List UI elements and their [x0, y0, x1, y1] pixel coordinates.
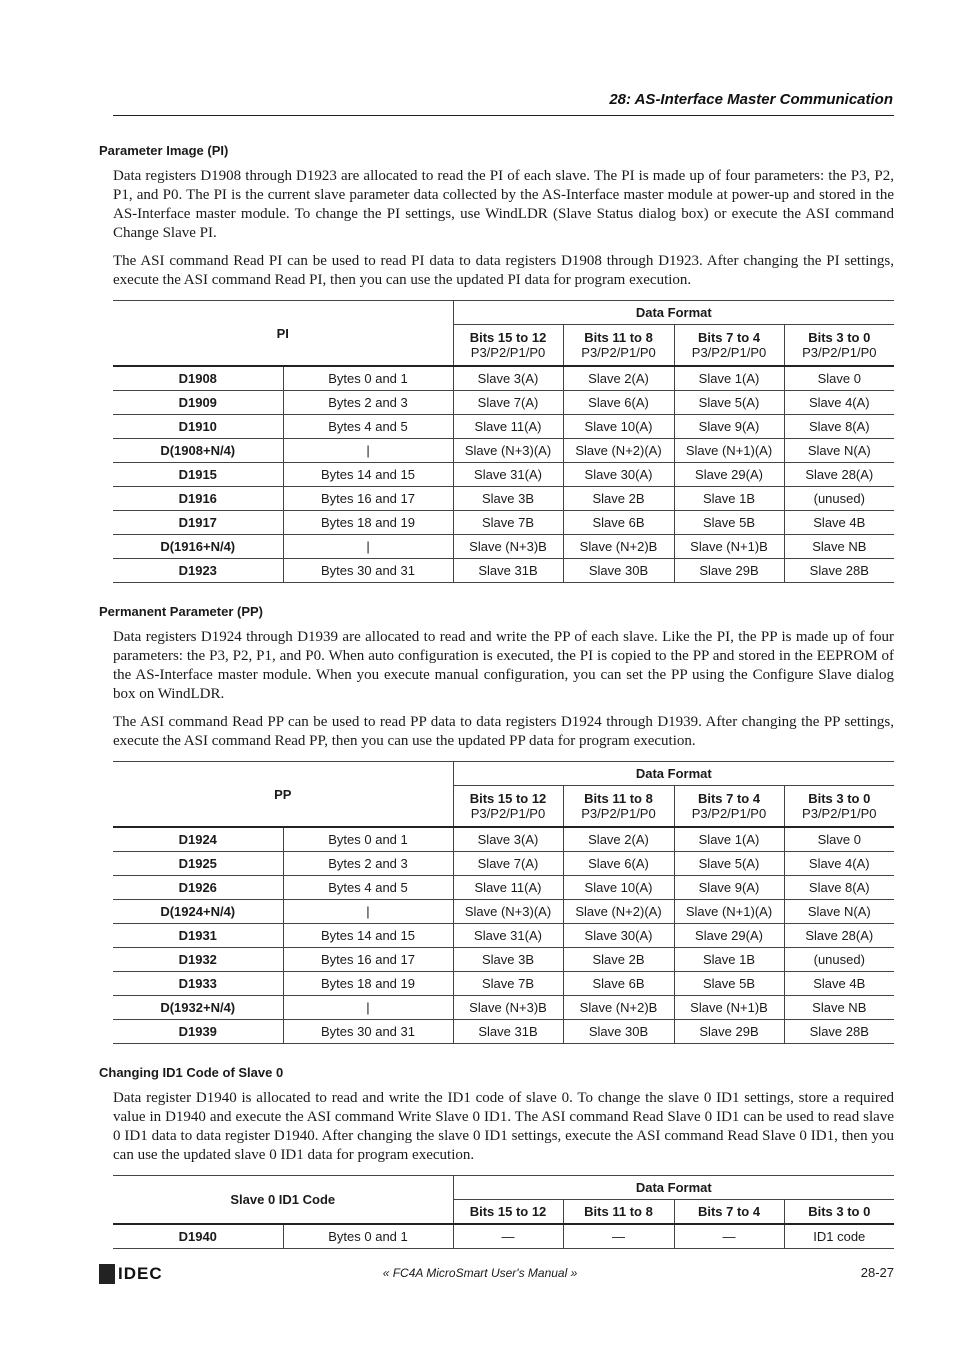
- bytes-cell: Bytes 0 and 1: [283, 366, 453, 391]
- section-heading-pp: Permanent Parameter (PP): [99, 604, 264, 619]
- table-row: [113, 827, 894, 852]
- value-cell: Slave 6B: [563, 972, 674, 996]
- value-cell: Slave 31B: [453, 559, 563, 583]
- value-cell: Slave 28B: [784, 559, 894, 583]
- value-cell: Slave 5(A): [674, 852, 784, 876]
- value-cell: Slave 10(A): [563, 415, 674, 439]
- register-cell: D1940: [113, 1224, 283, 1249]
- paragraph-pi-2: The ASI command Read PI can be used to read PI data to data registers D1908 through D1923. After changing the PI settings, execute the ASI command Read PI, then you can use the updated PI data for program execution.: [113, 253, 894, 288]
- value-cell: Slave 31B: [453, 1020, 563, 1044]
- pi-col-header: Bits 15 to 12 P3/P2/P1/P0: [453, 325, 563, 367]
- value-cell: Slave 29(A): [674, 463, 784, 487]
- value-cell: Slave 6(A): [563, 391, 674, 415]
- running-header: 28: AS-Interface Master Communication: [609, 91, 893, 108]
- value-cell: Slave (N+2)(A): [563, 900, 674, 924]
- table-row: [113, 511, 894, 535]
- value-cell: Slave (N+3)(A): [453, 900, 563, 924]
- register-cell: D(1932+N/4): [113, 996, 283, 1020]
- table-row: [113, 487, 894, 511]
- value-cell: Slave (N+2)(A): [563, 439, 674, 463]
- bytes-cell: |: [283, 900, 453, 924]
- register-cell: D1915: [113, 463, 283, 487]
- register-cell: D1909: [113, 391, 283, 415]
- value-cell: Slave 3(A): [453, 366, 563, 391]
- pp-col-header: Bits 7 to 4 P3/P2/P1/P0: [674, 786, 784, 828]
- value-cell: Slave 2(A): [563, 827, 674, 852]
- bytes-cell: Bytes 2 and 3: [283, 852, 453, 876]
- value-cell: —: [674, 1224, 784, 1249]
- bytes-cell: Bytes 14 and 15: [283, 463, 453, 487]
- bytes-cell: Bytes 14 and 15: [283, 924, 453, 948]
- bytes-cell: Bytes 30 and 31: [283, 559, 453, 583]
- value-cell: Slave 1B: [674, 487, 784, 511]
- value-cell: Slave (N+1)B: [674, 535, 784, 559]
- bytes-cell: Bytes 16 and 17: [283, 948, 453, 972]
- value-cell: Slave 11(A): [453, 876, 563, 900]
- value-cell: —: [563, 1224, 674, 1249]
- section-heading-pi: Parameter Image (PI): [99, 143, 229, 158]
- value-cell: Slave 7(A): [453, 391, 563, 415]
- bytes-cell: Bytes 0 and 1: [283, 827, 453, 852]
- value-cell: Slave 5B: [674, 972, 784, 996]
- table-row: [113, 876, 894, 900]
- value-cell: Slave N(A): [784, 439, 894, 463]
- table-row: [113, 559, 894, 583]
- value-cell: Slave 8(A): [784, 876, 894, 900]
- value-cell: Slave 11(A): [453, 415, 563, 439]
- value-cell: Slave 30(A): [563, 924, 674, 948]
- table-row: [113, 439, 894, 463]
- table-row: [113, 391, 894, 415]
- value-cell: Slave 2B: [563, 487, 674, 511]
- value-cell: Slave (N+1)B: [674, 996, 784, 1020]
- table-row: [113, 1224, 894, 1249]
- value-cell: Slave 28(A): [784, 924, 894, 948]
- bytes-cell: Bytes 30 and 31: [283, 1020, 453, 1044]
- pp-col-header: Bits 11 to 8 P3/P2/P1/P0: [563, 786, 674, 828]
- register-cell: D(1908+N/4): [113, 439, 283, 463]
- register-cell: D1932: [113, 948, 283, 972]
- value-cell: Slave 3B: [453, 948, 563, 972]
- value-cell: Slave 28(A): [784, 463, 894, 487]
- value-cell: Slave 9(A): [674, 876, 784, 900]
- pi-col-header: Bits 7 to 4 P3/P2/P1/P0: [674, 325, 784, 367]
- value-cell: Slave 6B: [563, 511, 674, 535]
- pp-table-label: PP: [113, 762, 453, 828]
- value-cell: Slave (N+2)B: [563, 535, 674, 559]
- bytes-cell: |: [283, 535, 453, 559]
- value-cell: Slave 3B: [453, 487, 563, 511]
- table-row: [113, 366, 894, 391]
- value-cell: Slave 31(A): [453, 463, 563, 487]
- page-number: 28-27: [860, 1265, 894, 1280]
- value-cell: Slave (N+3)(A): [453, 439, 563, 463]
- logo-text: IDEC: [118, 1264, 163, 1283]
- pp-col-header: Bits 15 to 12 P3/P2/P1/P0: [453, 786, 563, 828]
- value-cell: Slave 7(A): [453, 852, 563, 876]
- value-cell: Slave (N+1)(A): [674, 439, 784, 463]
- pi-table-label: PI: [113, 301, 453, 367]
- register-cell: D1916: [113, 487, 283, 511]
- logo-mark-icon: [99, 1264, 115, 1284]
- value-cell: Slave NB: [784, 535, 894, 559]
- pp-data-format-header: Data Format: [453, 762, 894, 786]
- register-cell: D1939: [113, 1020, 283, 1044]
- register-cell: D1925: [113, 852, 283, 876]
- table-row: [113, 948, 894, 972]
- value-cell: (unused): [784, 948, 894, 972]
- value-cell: Slave 4B: [784, 972, 894, 996]
- value-cell: Slave 4(A): [784, 852, 894, 876]
- pi-col-header: Bits 11 to 8 P3/P2/P1/P0: [563, 325, 674, 367]
- register-cell: D1931: [113, 924, 283, 948]
- value-cell: Slave 3(A): [453, 827, 563, 852]
- value-cell: Slave (N+3)B: [453, 996, 563, 1020]
- bytes-cell: Bytes 4 and 5: [283, 876, 453, 900]
- value-cell: Slave 0: [784, 366, 894, 391]
- id1-table: [113, 1175, 894, 1249]
- table-row: [113, 972, 894, 996]
- value-cell: Slave 7B: [453, 511, 563, 535]
- register-cell: D1908: [113, 366, 283, 391]
- value-cell: Slave 4(A): [784, 391, 894, 415]
- table-row: [113, 900, 894, 924]
- register-cell: D1923: [113, 559, 283, 583]
- value-cell: Slave 30B: [563, 559, 674, 583]
- value-cell: —: [453, 1224, 563, 1249]
- table-row: [113, 924, 894, 948]
- value-cell: Slave 8(A): [784, 415, 894, 439]
- table-row: [113, 415, 894, 439]
- value-cell: Slave 4B: [784, 511, 894, 535]
- id1-table-label: Slave 0 ID1 Code: [113, 1176, 453, 1225]
- register-cell: D1910: [113, 415, 283, 439]
- value-cell: Slave 2B: [563, 948, 674, 972]
- value-cell: (unused): [784, 487, 894, 511]
- table-row: [113, 852, 894, 876]
- value-cell: Slave 1(A): [674, 827, 784, 852]
- value-cell: Slave 28B: [784, 1020, 894, 1044]
- value-cell: ID1 code: [784, 1224, 894, 1249]
- value-cell: Slave 29(A): [674, 924, 784, 948]
- value-cell: Slave N(A): [784, 900, 894, 924]
- bytes-cell: |: [283, 996, 453, 1020]
- pp-col-header: Bits 3 to 0 P3/P2/P1/P0: [784, 786, 894, 828]
- value-cell: Slave 5(A): [674, 391, 784, 415]
- bytes-cell: Bytes 0 and 1: [283, 1224, 453, 1249]
- footer-manual-title: « FC4A MicroSmart User's Manual »: [382, 1266, 578, 1280]
- pi-col-header: Bits 3 to 0 P3/P2/P1/P0: [784, 325, 894, 367]
- value-cell: Slave 29B: [674, 559, 784, 583]
- paragraph-id1: Data register D1940 is allocated to read and write the ID1 code of slave 0. To change the slave 0 ID1 settings, store a required value in D1940 and execute the ASI command Write Slave 0 ID1. The ASI command Read Slave 0 ID1 can be used to read slave 0 ID1 data to data register D1940. After changing the slave 0 ID1 settings, execute the ASI command Read Slave 0 ID1, then you can use the updated slave 0 ID1 data for program execution.: [113, 1090, 894, 1163]
- id1-col-header: Bits 3 to 0: [784, 1200, 894, 1225]
- pp-table: [113, 761, 894, 1044]
- register-cell: D(1924+N/4): [113, 900, 283, 924]
- table-row: [113, 1020, 894, 1044]
- value-cell: Slave (N+1)(A): [674, 900, 784, 924]
- value-cell: Slave 6(A): [563, 852, 674, 876]
- bytes-cell: Bytes 18 and 19: [283, 511, 453, 535]
- bytes-cell: Bytes 4 and 5: [283, 415, 453, 439]
- section-heading-id1: Changing ID1 Code of Slave 0: [99, 1065, 284, 1080]
- register-cell: D(1916+N/4): [113, 535, 283, 559]
- value-cell: Slave 30(A): [563, 463, 674, 487]
- value-cell: Slave 10(A): [563, 876, 674, 900]
- value-cell: Slave (N+2)B: [563, 996, 674, 1020]
- value-cell: Slave 2(A): [563, 366, 674, 391]
- value-cell: Slave 7B: [453, 972, 563, 996]
- value-cell: Slave 9(A): [674, 415, 784, 439]
- bytes-cell: |: [283, 439, 453, 463]
- pi-table: [113, 300, 894, 583]
- paragraph-pp-2: The ASI command Read PP can be used to read PP data to data registers D1924 through D1939. After changing the PP settings, execute the ASI command Read PP, then you can use the updated PP data for program execution.: [113, 714, 894, 749]
- register-cell: D1917: [113, 511, 283, 535]
- paragraph-pp-1: Data registers D1924 through D1939 are allocated to read and write the PP of each slave. Like the PI, the PP is made up of four parameters: the P3, P2, P1, and P0. When auto configuration is executed, the PI is copied to the PP and stored in the EEPROM of the AS-Interface master module. When you execute manual configuration, you can set the PP using the Configure Slave dialog box on WindLDR.: [113, 629, 894, 702]
- value-cell: Slave 1(A): [674, 366, 784, 391]
- table-row: [113, 463, 894, 487]
- id1-data-format-header: Data Format: [453, 1176, 894, 1200]
- pi-data-format-header: Data Format: [453, 301, 894, 325]
- bytes-cell: Bytes 16 and 17: [283, 487, 453, 511]
- register-cell: D1926: [113, 876, 283, 900]
- bytes-cell: Bytes 18 and 19: [283, 972, 453, 996]
- id1-col-header: Bits 11 to 8: [563, 1200, 674, 1225]
- register-cell: D1924: [113, 827, 283, 852]
- idec-logo: [99, 1264, 163, 1284]
- header-rule: [113, 115, 894, 116]
- paragraph-pi-1: Data registers D1908 through D1923 are allocated to read the PI of each slave. The PI is made up of four parameters: the P3, P2, P1, and P0. The PI is the current slave parameter data collected by the AS-Interface master module at power-up and stored in the AS-Interface master module. To change the PI settings, use WindLDR (Slave Status dialog box) or execute the ASI command Change Slave PI.: [113, 168, 894, 241]
- value-cell: Slave 1B: [674, 948, 784, 972]
- value-cell: Slave NB: [784, 996, 894, 1020]
- value-cell: Slave 30B: [563, 1020, 674, 1044]
- value-cell: Slave 5B: [674, 511, 784, 535]
- table-row: [113, 996, 894, 1020]
- value-cell: Slave (N+3)B: [453, 535, 563, 559]
- value-cell: Slave 31(A): [453, 924, 563, 948]
- value-cell: Slave 0: [784, 827, 894, 852]
- value-cell: Slave 29B: [674, 1020, 784, 1044]
- table-row: [113, 535, 894, 559]
- id1-col-header: Bits 15 to 12: [453, 1200, 563, 1225]
- id1-col-header: Bits 7 to 4: [674, 1200, 784, 1225]
- bytes-cell: Bytes 2 and 3: [283, 391, 453, 415]
- register-cell: D1933: [113, 972, 283, 996]
